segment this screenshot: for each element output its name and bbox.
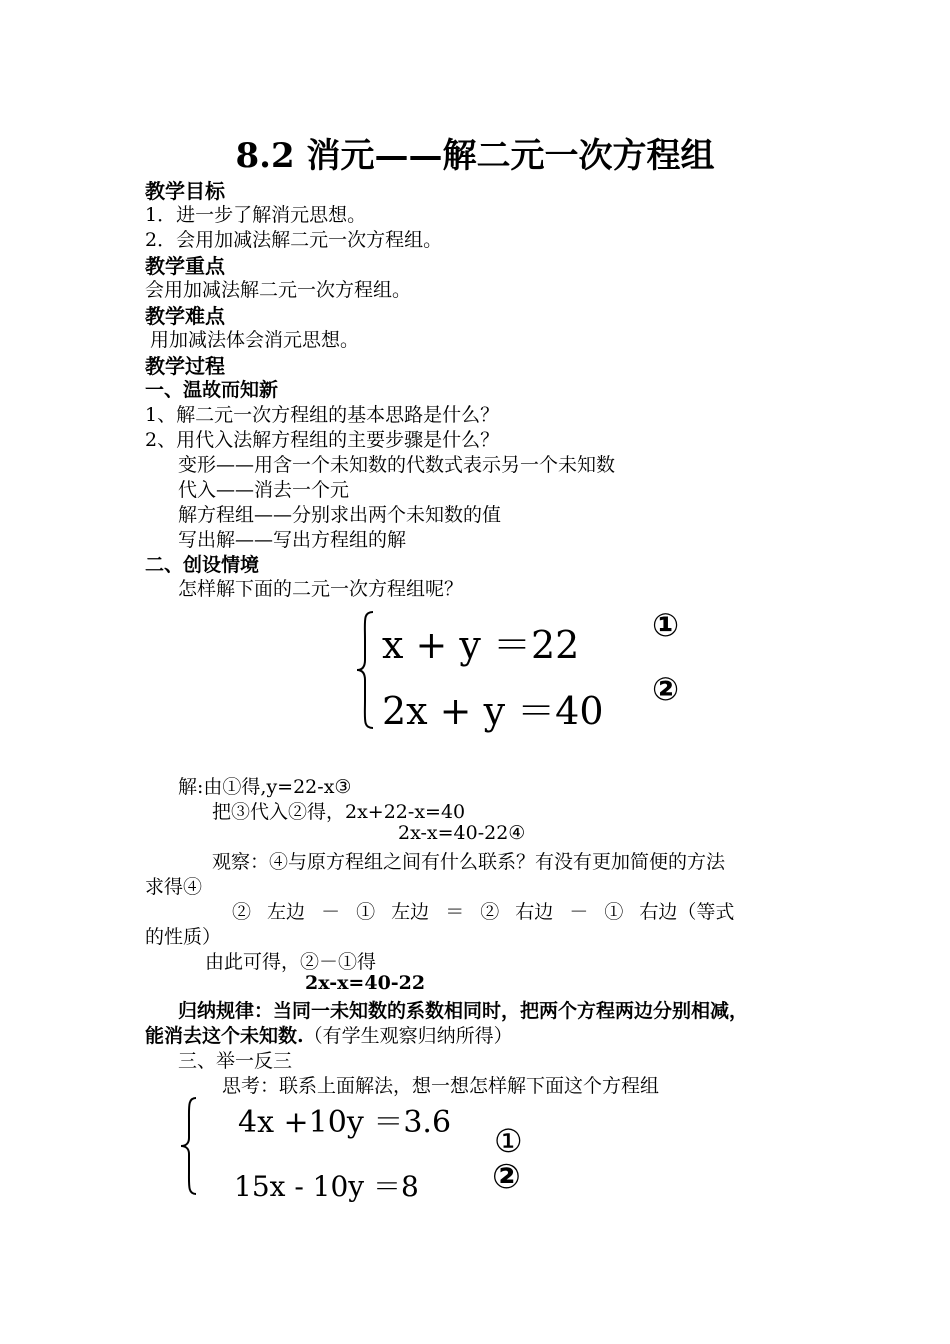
extend-prompt: 思考：联系上面解法，想一想怎样解下面这个方程组 [222, 1075, 660, 1097]
review-question-2: 2、用代入法解方程组的主要步骤是什么？ [145, 429, 500, 451]
system2-mark-1: ① [494, 1122, 523, 1160]
solution-line: 2x-x=40-22④ [398, 822, 526, 844]
process-heading: 教学过程 [145, 354, 225, 378]
system2-brace [178, 1096, 200, 1196]
rule-line-1: 归纳规律：当同一未知数的系数相同时，把两个方程两边分别相减， [178, 1000, 749, 1022]
system2-equation-2: 15x - 10y ＝8 [234, 1170, 419, 1203]
rule-line-2 [145, 1021, 513, 1048]
goals-heading: 教学目标 [145, 179, 225, 203]
review-question-1: 1、解二元一次方程组的基本思路是什么？ [145, 404, 500, 426]
difficulty-heading: 教学难点 [145, 304, 225, 328]
review-step: 解方程组——分别求出两个未知数的值 [178, 504, 502, 526]
page-title: 8.2 消元——解二元一次方程组 [235, 136, 715, 176]
system1-equation-1: x + y ＝22 [382, 623, 580, 667]
system1-brace [355, 610, 375, 730]
system2-mark-2: ② [492, 1157, 521, 1197]
rule-bold: 能消去这个未知数. [145, 1025, 304, 1047]
goal-item-2: 2．会用加减法解二元一次方程组。 [145, 229, 443, 251]
situation-heading: 二、创设情境 [145, 554, 260, 576]
review-heading: 一、温故而知新 [145, 379, 279, 401]
review-step: 代入——消去一个元 [178, 479, 350, 501]
observation-line: 的性质） [145, 926, 222, 948]
system1-mark-1: ① [652, 606, 680, 644]
review-step: 变形——用含一个未知数的代数式表示另一个未知数 [178, 454, 616, 476]
system1-mark-2: ② [652, 670, 680, 708]
solution-line: 把③代入②得，2x+22-x=40 [212, 801, 466, 823]
solution-line: 解:由①得,y=22-x③ [178, 776, 352, 798]
system1-equation-2: 2x + y ＝40 [382, 689, 604, 733]
result-line: 由此可得，②－①得 [205, 951, 377, 973]
key-point-heading: 教学重点 [145, 254, 225, 278]
extend-heading: 三、举一反三 [178, 1050, 293, 1072]
difficulty-text: 用加减法体会消元思想。 [150, 329, 360, 351]
key-point-text: 会用加减法解二元一次方程组。 [145, 279, 412, 301]
goal-item-1: 1．进一步了解消元思想。 [145, 204, 367, 226]
observation-line: 求得④ [145, 876, 203, 898]
result-equation: 2x-x=40-22 [305, 972, 426, 994]
review-step: 写出解——写出方程组的解 [178, 529, 407, 551]
rule-note: （有学生观察归纳所得） [303, 1025, 513, 1047]
observation-line: ② 左边 － ① 左边 ＝ ② 右边 － ① 右边（等式 [232, 901, 735, 923]
observation-line: 观察：④与原方程组之间有什么联系？有没有更加简便的方法 [212, 851, 726, 873]
system2-equation-1: 4x +10y ＝3.6 [238, 1105, 452, 1140]
situation-prompt: 怎样解下面的二元一次方程组呢？ [178, 578, 464, 600]
